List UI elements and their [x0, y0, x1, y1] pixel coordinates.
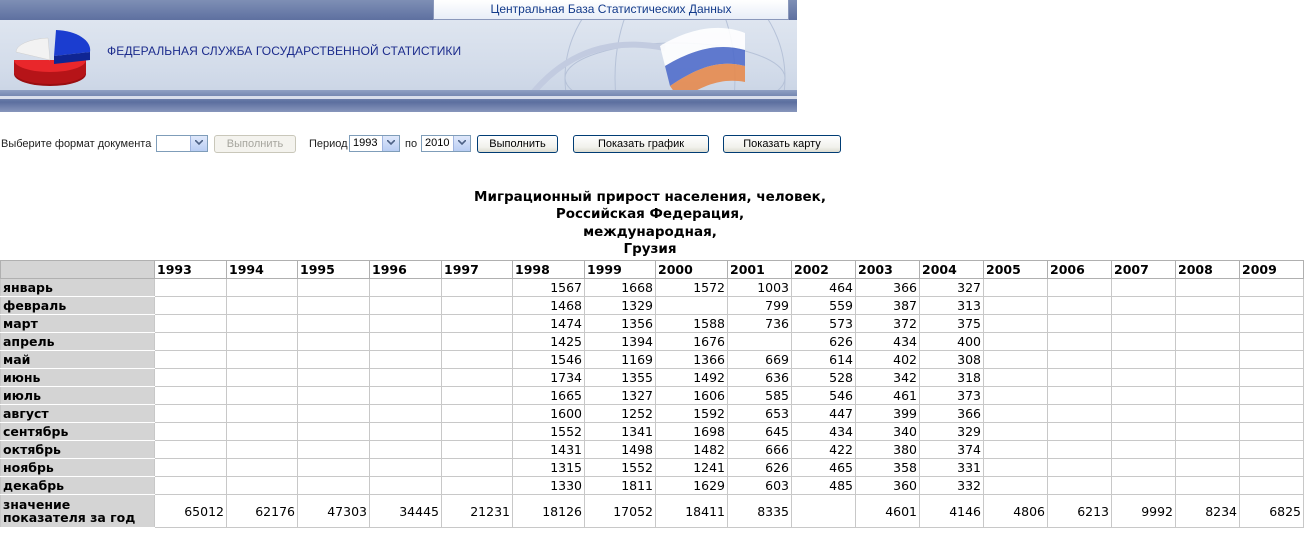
value-cell	[1240, 459, 1304, 477]
value-cell: 559	[792, 297, 856, 315]
value-cell: 1811	[585, 477, 656, 495]
value-cell: 1394	[585, 333, 656, 351]
row-label: значение показателя за год	[1, 495, 155, 528]
value-cell: 329	[920, 423, 984, 441]
value-cell	[227, 315, 298, 333]
value-cell: 360	[856, 477, 920, 495]
row-label: апрель	[1, 333, 155, 351]
value-cell: 799	[728, 297, 792, 315]
value-cell: 1676	[656, 333, 728, 351]
value-cell	[984, 315, 1048, 333]
value-cell: 1329	[585, 297, 656, 315]
value-cell: 1474	[513, 315, 585, 333]
value-cell	[1240, 333, 1304, 351]
value-cell: 372	[856, 315, 920, 333]
row-label: март	[1, 315, 155, 333]
value-cell: 1492	[656, 369, 728, 387]
value-cell	[227, 423, 298, 441]
value-cell	[298, 459, 370, 477]
value-cell	[1112, 333, 1176, 351]
value-cell: 313	[920, 297, 984, 315]
agency-title: ФЕДЕРАЛЬНАЯ СЛУЖБА ГОСУДАРСТВЕННОЙ СТАТИСТИКИ	[107, 44, 462, 58]
value-cell	[984, 369, 1048, 387]
row-label: январь	[1, 279, 155, 297]
value-cell	[370, 459, 442, 477]
value-cell	[227, 369, 298, 387]
value-cell	[442, 333, 513, 351]
value-cell: 387	[856, 297, 920, 315]
value-cell: 528	[792, 369, 856, 387]
globe-flag-graphic	[505, 8, 797, 103]
value-cell: 380	[856, 441, 920, 459]
value-cell	[155, 405, 227, 423]
value-cell	[1112, 351, 1176, 369]
value-cell	[1176, 477, 1240, 495]
value-cell	[1112, 387, 1176, 405]
value-cell	[442, 279, 513, 297]
value-cell: 331	[920, 459, 984, 477]
period-from-select[interactable]	[349, 135, 400, 152]
table-row	[1, 477, 1304, 495]
value-cell: 8335	[728, 495, 792, 528]
row-label: август	[1, 405, 155, 423]
value-cell: 18126	[513, 495, 585, 528]
value-cell: 669	[728, 351, 792, 369]
value-cell	[155, 477, 227, 495]
to-label: по	[405, 138, 418, 150]
value-cell	[442, 297, 513, 315]
value-cell	[728, 333, 792, 351]
value-cell	[1048, 315, 1112, 333]
year-header: 1994	[227, 261, 298, 279]
value-cell: 626	[728, 459, 792, 477]
value-cell	[1048, 369, 1112, 387]
value-cell: 1425	[513, 333, 585, 351]
value-cell	[442, 315, 513, 333]
value-cell	[155, 333, 227, 351]
value-cell: 434	[856, 333, 920, 351]
value-cell	[227, 459, 298, 477]
value-cell	[1048, 351, 1112, 369]
format-label: Выберите формат документа	[1, 138, 152, 150]
value-cell	[370, 369, 442, 387]
value-cell	[370, 441, 442, 459]
value-cell	[1176, 387, 1240, 405]
value-cell: 1606	[656, 387, 728, 405]
value-cell: 6213	[1048, 495, 1112, 528]
value-cell: 485	[792, 477, 856, 495]
total-row	[1, 495, 1304, 528]
value-cell	[1176, 279, 1240, 297]
value-cell: 1327	[585, 387, 656, 405]
value-cell	[984, 333, 1048, 351]
value-cell: 464	[792, 279, 856, 297]
year-header: 2005	[984, 261, 1048, 279]
value-cell	[1176, 459, 1240, 477]
value-cell: 1169	[585, 351, 656, 369]
value-cell	[155, 297, 227, 315]
value-cell	[1176, 315, 1240, 333]
value-cell	[984, 297, 1048, 315]
table-row	[1, 459, 1304, 477]
value-cell	[298, 333, 370, 351]
value-cell: 1241	[656, 459, 728, 477]
value-cell: 366	[856, 279, 920, 297]
show-map-button[interactable]: Показать карту	[723, 135, 841, 153]
value-cell	[442, 459, 513, 477]
value-cell: 21231	[442, 495, 513, 528]
value-cell: 47303	[298, 495, 370, 528]
value-cell	[984, 423, 1048, 441]
value-cell: 1431	[513, 441, 585, 459]
row-label: июль	[1, 387, 155, 405]
year-header: 2006	[1048, 261, 1112, 279]
table-row	[1, 405, 1304, 423]
value-cell	[1240, 405, 1304, 423]
value-cell	[227, 351, 298, 369]
year-header: 1995	[298, 261, 370, 279]
year-header: 2000	[656, 261, 728, 279]
value-cell	[227, 405, 298, 423]
value-cell: 366	[920, 405, 984, 423]
value-cell: 1698	[656, 423, 728, 441]
value-cell: 1567	[513, 279, 585, 297]
period-from-value: 1993	[353, 137, 378, 149]
value-cell: 62176	[227, 495, 298, 528]
table-row	[1, 351, 1304, 369]
value-cell: 17052	[585, 495, 656, 528]
year-header: 1996	[370, 261, 442, 279]
value-cell	[227, 477, 298, 495]
value-cell: 1003	[728, 279, 792, 297]
value-cell: 1498	[585, 441, 656, 459]
value-cell: 327	[920, 279, 984, 297]
value-cell	[984, 477, 1048, 495]
statistics-table	[0, 260, 1304, 528]
value-cell	[298, 477, 370, 495]
value-cell: 736	[728, 315, 792, 333]
value-cell	[1176, 369, 1240, 387]
value-cell: 422	[792, 441, 856, 459]
value-cell	[442, 387, 513, 405]
chevron-down-icon[interactable]	[453, 136, 470, 151]
value-cell: 645	[728, 423, 792, 441]
value-cell: 375	[920, 315, 984, 333]
value-cell	[370, 279, 442, 297]
title-line-3: международная,	[583, 223, 717, 240]
value-cell: 573	[792, 315, 856, 333]
value-cell	[984, 387, 1048, 405]
value-cell	[984, 405, 1048, 423]
format-select[interactable]	[156, 135, 208, 152]
row-label: май	[1, 351, 155, 369]
value-cell: 461	[856, 387, 920, 405]
execute-disabled-button[interactable]: Выполнить	[214, 135, 296, 153]
table-row	[1, 369, 1304, 387]
value-cell	[298, 423, 370, 441]
value-cell: 1330	[513, 477, 585, 495]
value-cell: 1468	[513, 297, 585, 315]
value-cell	[1112, 477, 1176, 495]
value-cell	[984, 351, 1048, 369]
value-cell: 4601	[856, 495, 920, 528]
value-cell	[1048, 405, 1112, 423]
value-cell	[370, 387, 442, 405]
chevron-down-icon[interactable]	[190, 136, 207, 151]
value-cell	[298, 441, 370, 459]
value-cell: 374	[920, 441, 984, 459]
value-cell: 1252	[585, 405, 656, 423]
value-cell	[1240, 279, 1304, 297]
year-header: 2001	[728, 261, 792, 279]
value-cell	[227, 441, 298, 459]
value-cell	[984, 279, 1048, 297]
value-cell: 8234	[1176, 495, 1240, 528]
value-cell	[1112, 369, 1176, 387]
value-cell	[1176, 351, 1240, 369]
period-to-select[interactable]	[421, 135, 471, 152]
execute-button[interactable]: Выполнить	[477, 135, 558, 153]
table-row	[1, 387, 1304, 405]
value-cell	[370, 333, 442, 351]
table-corner-cell	[1, 261, 155, 279]
row-label: ноябрь	[1, 459, 155, 477]
row-label: декабрь	[1, 477, 155, 495]
value-cell	[984, 459, 1048, 477]
value-cell	[155, 387, 227, 405]
value-cell	[155, 441, 227, 459]
value-cell: 626	[792, 333, 856, 351]
value-cell: 4806	[984, 495, 1048, 528]
value-cell	[1048, 387, 1112, 405]
value-cell: 318	[920, 369, 984, 387]
value-cell	[370, 297, 442, 315]
value-cell: 373	[920, 387, 984, 405]
value-cell	[1048, 459, 1112, 477]
value-cell	[1112, 459, 1176, 477]
value-cell	[442, 405, 513, 423]
year-header: 1997	[442, 261, 513, 279]
value-cell: 400	[920, 333, 984, 351]
value-cell	[227, 333, 298, 351]
value-cell	[370, 315, 442, 333]
year-header: 1999	[585, 261, 656, 279]
value-cell	[298, 387, 370, 405]
value-cell	[370, 423, 442, 441]
value-cell: 340	[856, 423, 920, 441]
value-cell: 653	[728, 405, 792, 423]
value-cell	[1240, 441, 1304, 459]
year-header: 2008	[1176, 261, 1240, 279]
value-cell: 1629	[656, 477, 728, 495]
title-line-4: Грузия	[623, 240, 677, 257]
value-cell: 1482	[656, 441, 728, 459]
value-cell: 332	[920, 477, 984, 495]
value-cell: 18411	[656, 495, 728, 528]
value-cell	[1240, 387, 1304, 405]
row-label: октябрь	[1, 441, 155, 459]
value-cell: 399	[856, 405, 920, 423]
value-cell	[442, 369, 513, 387]
value-cell	[370, 477, 442, 495]
value-cell	[298, 405, 370, 423]
value-cell: 1315	[513, 459, 585, 477]
table-row	[1, 279, 1304, 297]
value-cell: 9992	[1112, 495, 1176, 528]
value-cell	[1048, 297, 1112, 315]
value-cell	[1240, 423, 1304, 441]
table-row	[1, 297, 1304, 315]
value-cell: 636	[728, 369, 792, 387]
pie-chart-logo-icon	[10, 22, 94, 90]
row-label: июнь	[1, 369, 155, 387]
value-cell	[442, 423, 513, 441]
value-cell	[442, 351, 513, 369]
report-title	[400, 189, 900, 258]
value-cell	[1176, 297, 1240, 315]
value-cell: 585	[728, 387, 792, 405]
value-cell: 342	[856, 369, 920, 387]
value-cell: 1552	[513, 423, 585, 441]
title-line-1: Миграционный прирост населения, человек,	[474, 189, 826, 205]
value-cell: 1552	[585, 459, 656, 477]
year-header: 1993	[155, 261, 227, 279]
value-cell	[155, 369, 227, 387]
value-cell	[1176, 333, 1240, 351]
value-cell: 1592	[656, 405, 728, 423]
value-cell: 1600	[513, 405, 585, 423]
value-cell: 358	[856, 459, 920, 477]
value-cell: 614	[792, 351, 856, 369]
value-cell	[1048, 423, 1112, 441]
value-cell	[1048, 441, 1112, 459]
value-cell	[984, 441, 1048, 459]
show-chart-button[interactable]: Показать график	[573, 135, 709, 153]
year-header: 2004	[920, 261, 984, 279]
value-cell	[1112, 441, 1176, 459]
table-row	[1, 315, 1304, 333]
value-cell	[1176, 405, 1240, 423]
value-cell: 4146	[920, 495, 984, 528]
value-cell	[1240, 297, 1304, 315]
value-cell	[1112, 405, 1176, 423]
value-cell: 1572	[656, 279, 728, 297]
value-cell	[1240, 315, 1304, 333]
value-cell	[1240, 477, 1304, 495]
value-cell	[1112, 423, 1176, 441]
value-cell	[370, 351, 442, 369]
value-cell	[155, 423, 227, 441]
title-line-2: Российская Федерация,	[555, 206, 745, 223]
value-cell: 1355	[585, 369, 656, 387]
value-cell: 447	[792, 405, 856, 423]
value-cell	[298, 369, 370, 387]
value-cell: 1341	[585, 423, 656, 441]
row-label: февраль	[1, 297, 155, 315]
row-label: сентябрь	[1, 423, 155, 441]
value-cell: 1668	[585, 279, 656, 297]
value-cell: 6825	[1240, 495, 1304, 528]
value-cell: 666	[728, 441, 792, 459]
value-cell	[1112, 297, 1176, 315]
value-cell: 65012	[155, 495, 227, 528]
banner-divider	[0, 96, 797, 99]
period-label: Период	[309, 138, 348, 150]
value-cell	[298, 279, 370, 297]
value-cell	[227, 387, 298, 405]
value-cell	[155, 351, 227, 369]
value-cell	[298, 351, 370, 369]
value-cell	[155, 315, 227, 333]
year-header-row	[1, 261, 1304, 279]
value-cell	[1112, 279, 1176, 297]
banner-bottom-strip	[0, 90, 797, 112]
value-cell	[298, 315, 370, 333]
value-cell: 1588	[656, 315, 728, 333]
value-cell: 434	[792, 423, 856, 441]
value-cell: 1356	[585, 315, 656, 333]
value-cell	[656, 297, 728, 315]
value-cell	[370, 405, 442, 423]
value-cell	[155, 279, 227, 297]
value-cell	[1048, 477, 1112, 495]
year-header: 2009	[1240, 261, 1304, 279]
value-cell	[792, 495, 856, 528]
table-row	[1, 441, 1304, 459]
value-cell	[442, 441, 513, 459]
table-row	[1, 333, 1304, 351]
value-cell: 1734	[513, 369, 585, 387]
value-cell	[442, 477, 513, 495]
value-cell	[1048, 279, 1112, 297]
year-header: 2002	[792, 261, 856, 279]
period-to-value: 2010	[425, 137, 450, 149]
value-cell: 34445	[370, 495, 442, 528]
value-cell	[1240, 369, 1304, 387]
value-cell: 308	[920, 351, 984, 369]
year-header: 1998	[513, 261, 585, 279]
year-header: 2007	[1112, 261, 1176, 279]
table-row	[1, 423, 1304, 441]
value-cell: 603	[728, 477, 792, 495]
year-header: 2003	[856, 261, 920, 279]
value-cell	[1112, 315, 1176, 333]
value-cell	[298, 297, 370, 315]
value-cell: 465	[792, 459, 856, 477]
value-cell: 1546	[513, 351, 585, 369]
value-cell: 546	[792, 387, 856, 405]
chevron-down-icon[interactable]	[382, 136, 399, 151]
value-cell	[227, 297, 298, 315]
database-title[interactable]: Центральная База Статистических Данных	[433, 0, 789, 20]
value-cell	[1176, 441, 1240, 459]
value-cell: 1366	[656, 351, 728, 369]
value-cell	[227, 279, 298, 297]
value-cell	[1176, 423, 1240, 441]
value-cell	[1240, 351, 1304, 369]
value-cell: 402	[856, 351, 920, 369]
value-cell	[1048, 333, 1112, 351]
value-cell	[155, 459, 227, 477]
value-cell: 1665	[513, 387, 585, 405]
